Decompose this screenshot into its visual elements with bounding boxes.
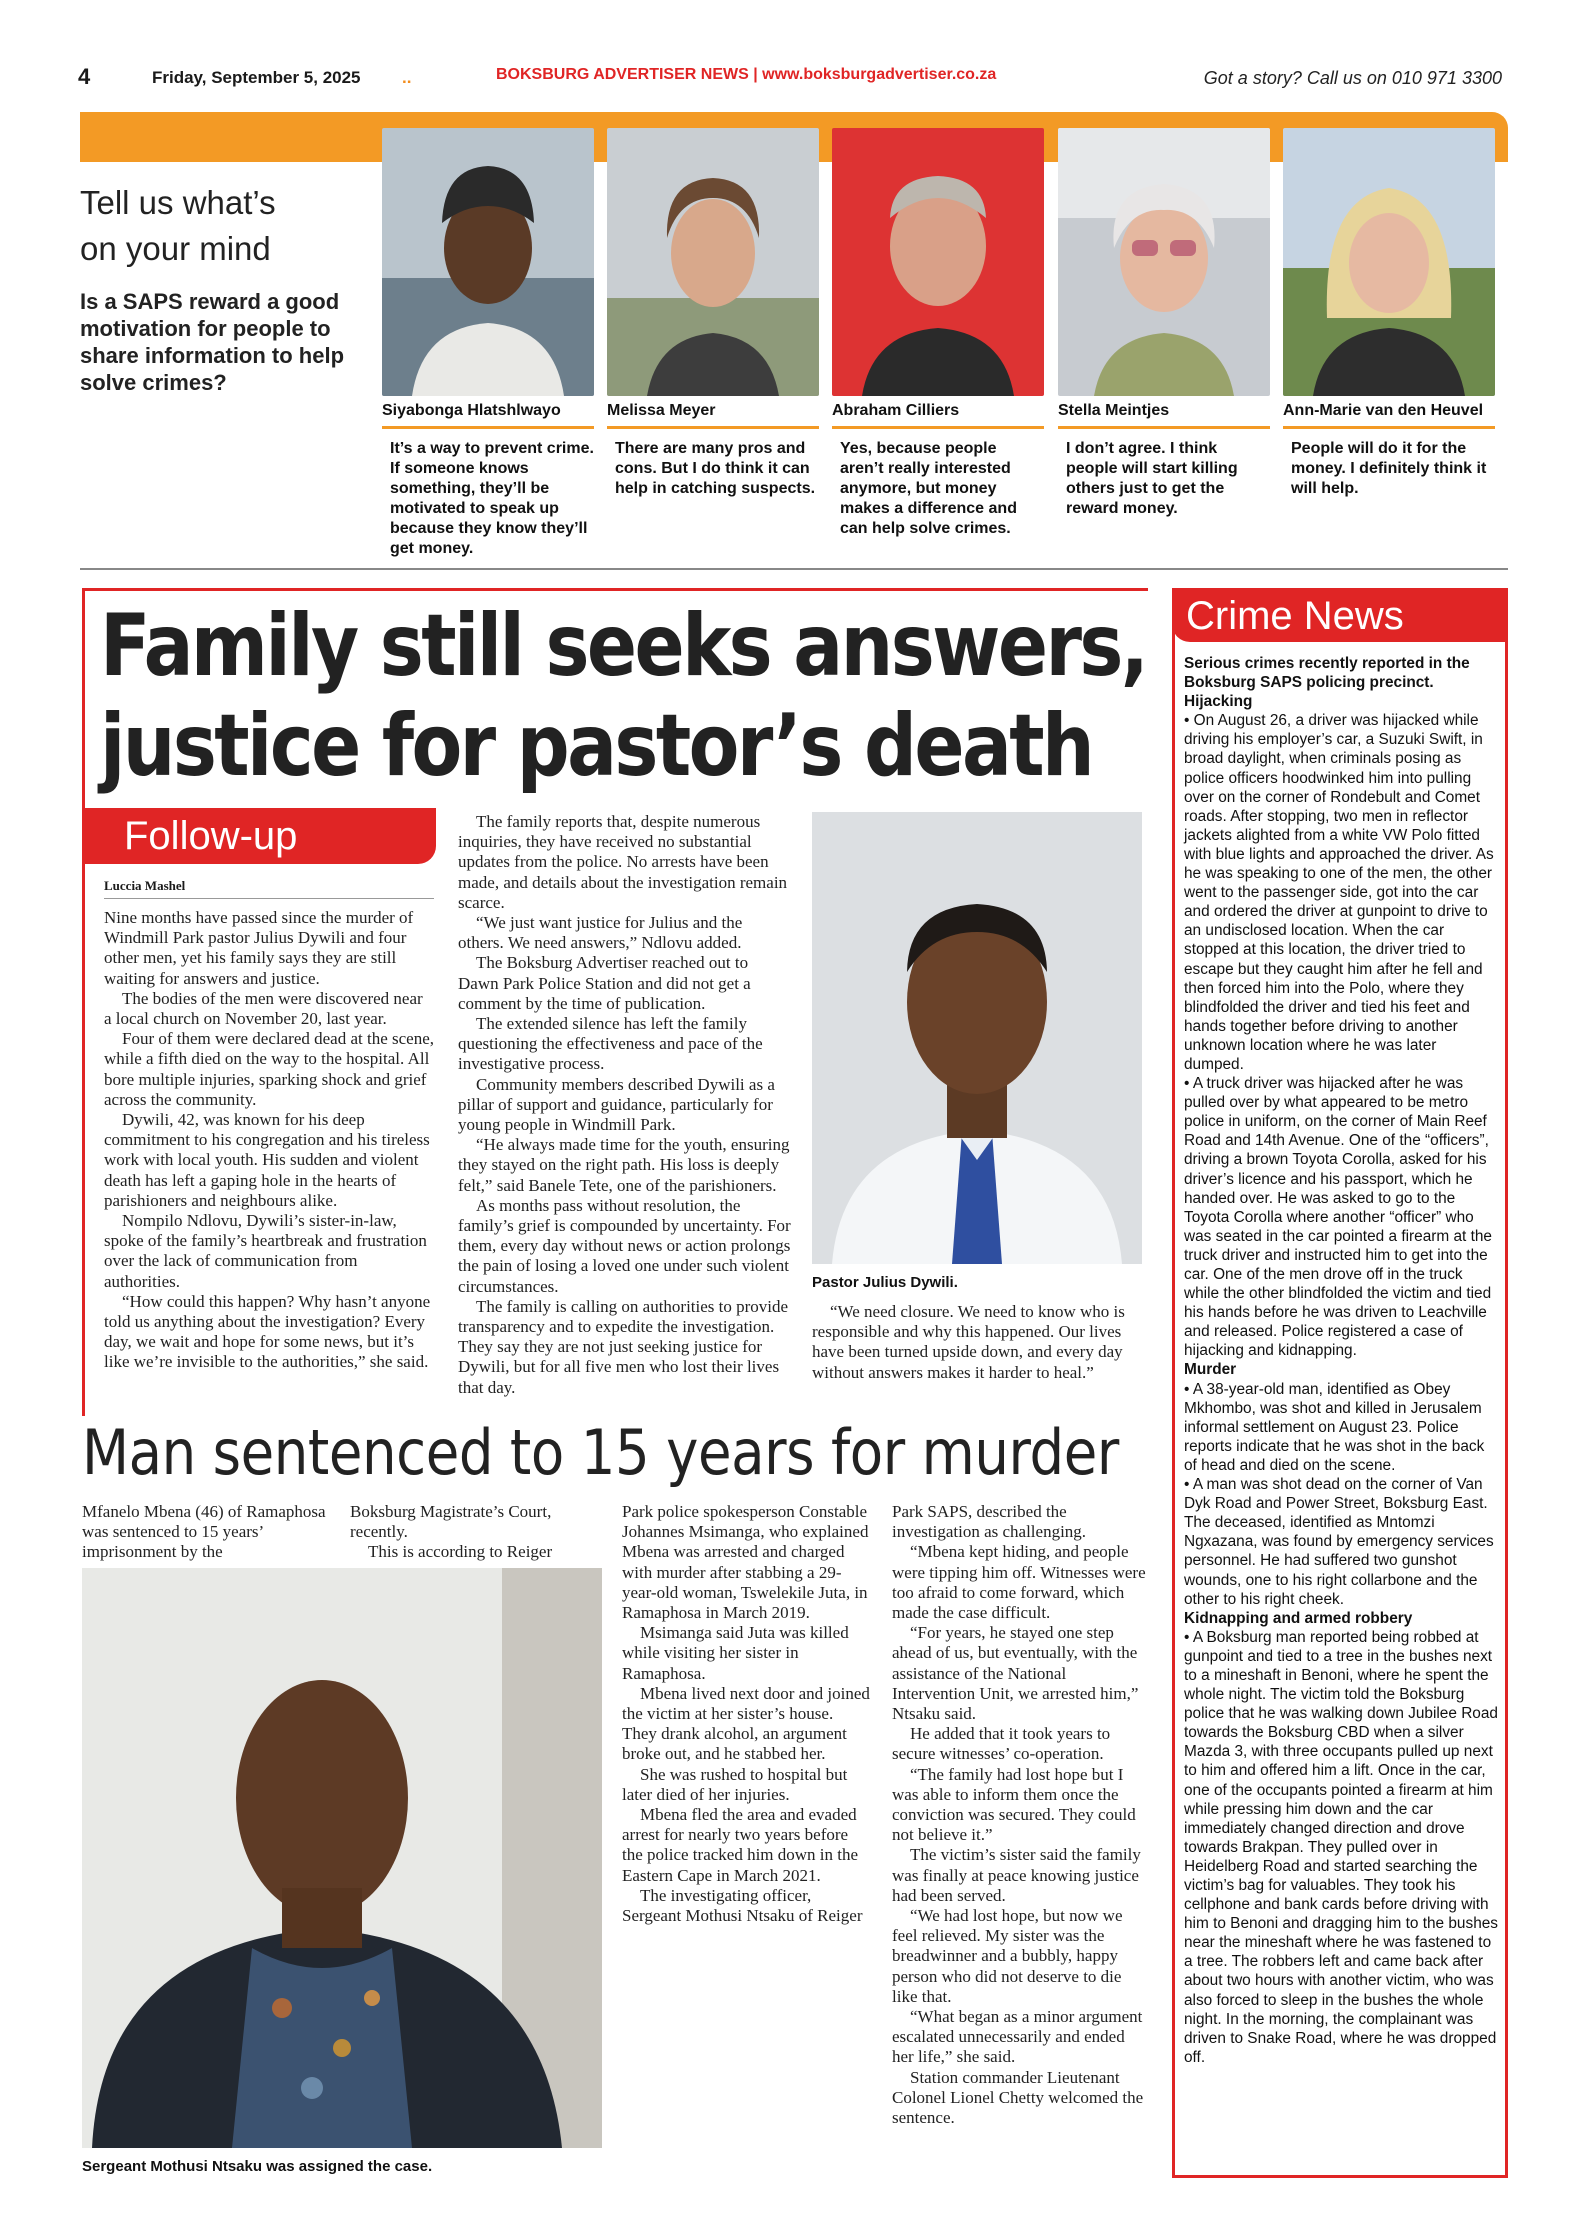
crime-item: • A 38-year-old man, identified as Obey Mkhombo, was shot and killed in Jerusalem informal settlement on August 23. Police reports indicate that he was shot in the back of head and died on the scene.	[1184, 1380, 1485, 1474]
paragraph: Mfanelo Mbena (46) of Ramaphosa was sentenced to 15 years’ imprisonment by the	[82, 1502, 326, 1562]
story2-column-3	[622, 1502, 870, 1926]
paragraph: The investigating officer, Sergeant Mothusi Ntsaku of Reiger	[622, 1885, 863, 1926]
paragraph: “We just want justice for Julius and the others. We need answers,” Ndlovu added.	[458, 913, 743, 953]
person-name: Melissa Meyer	[607, 402, 819, 429]
story1-column-3	[812, 1302, 1142, 1383]
paragraph: “The family had lost hope but I was able to inform them once the conviction was secured. They could not believe it.”	[892, 1764, 1136, 1845]
paragraph: This is according to Reiger	[368, 1542, 553, 1562]
person-name: Ann-Marie van den Heuvel	[1283, 402, 1495, 429]
voxpop-card	[832, 128, 1044, 539]
paragraph: As months pass without resolution, the family’s grief is compounded by uncertainty. For them, every day without news or action prolongs the pain of losing a loved one under such violent circumstances.	[458, 1195, 791, 1296]
crime-item: • On August 26, a driver was hijacked while driving his employer’s car, a Suzuki Swift, in broad daylight, when criminals posing as police officers hoodwinked him into pulling over on the corner of Rondebult and Comet roads. After stopping, two men in reflector jackets alighted from a white VW Polo fitted with blue lights and approached the driver. As he was speaking to one of the men, the other went to the passenger side, got into the car and ordered the driver at gunpoint to drive to an undisclosed location. When the car stopped at this location, the driver tried to escape but they caught him after he fell and then forced him into the Polo, where they blindfolded the driver and tied his feet and hands together before driving to another unknown location where he was later dumped.	[1184, 712, 1494, 1073]
main-headline-line2: justice for pastor’s death	[100, 696, 1093, 796]
date-dots: ..	[402, 68, 412, 87]
sergeant-photo	[82, 1568, 602, 2148]
person-quote: I don’t agree. I think people will start killing others just to get the reward money.	[1066, 440, 1238, 517]
paragraph: “Mbena kept hiding, and people were tipping him off. Witnesses were too afraid to come forward, which made the case difficult.	[892, 1542, 1146, 1623]
person-name: Siyabonga Hlatshlwayo	[382, 402, 594, 429]
paragraph: Boksburg Magistrate’s Court, recently.	[350, 1502, 552, 1542]
paragraph: The bodies of the men were discovered near a local church on November 20, last year.	[104, 988, 423, 1029]
person-photo	[382, 128, 594, 396]
story2-column-1	[82, 1502, 330, 1563]
paragraph: Dywili, 42, was known for his deep commitment to his congregation and his tireless work with local youth. His sudden and violent death has left a gaping hole in the hearts of parishioners and neighbours alike.	[104, 1110, 430, 1210]
byline-rule	[104, 898, 434, 899]
paragraph: The family is calling on authorities to provide transparency and to expedite the investigation. They say they are not just seeking justice for Dywili, but for all five men who lost their lives that day.	[458, 1296, 789, 1397]
main-headline-line1: Family still seeks answers,	[100, 596, 1147, 696]
crime-intro: Serious crimes recently reported in the Boksburg SAPS policing precinct.	[1184, 655, 1470, 692]
paragraph: “What began as a minor argument escalated unnecessarily and ended her life,” she said.	[892, 2007, 1143, 2067]
paragraph: Nompilo Ndlovu, Dywili’s sister-in-law, spoke of the family’s heartbreak and frustration over the lack of communication from authorities.	[104, 1211, 427, 1291]
main-headline	[100, 596, 1147, 796]
story2-column-2	[350, 1502, 586, 1563]
paragraph: Msimanga said Juta was killed while visiting her sister in Ramaphosa.	[622, 1623, 849, 1683]
second-headline: Man sentenced to 15 years for murder	[82, 1416, 1119, 1489]
person-name: Abraham Cilliers	[832, 402, 1044, 429]
crime-item: • A truck driver was hijacked after he was pulled over by what appeared to be metro police in uniform, on the corner of Main Reef Road and 14th Avenue. One of the “officers”, driving a brown Toyota Corolla, asked for his driver’s licence and his passport, which he handed over. He was asked to go to the Toyota Corolla where another “officer” who was seated in the car pointed a firearm at the truck driver and instructed him to get into the car. One of the men drove off in the truck while the other blindfolded the victim and tied his hands before he was driven to Leachville and released. Police registered a case of hijacking and kidnapping.	[1184, 1075, 1492, 1360]
crime-section-heading: Kidnapping and armed robbery	[1184, 1609, 1413, 1627]
crime-item: • A man was shot dead on the corner of Van Dyk Road and Power Street, Boksburg East. The deceased, identified as Mntomzi Ngxazana, was found by emergency services personnel. He had suffered two gunshot wounds, one to his right collarbone and the other to his right cheek.	[1184, 1476, 1494, 1608]
paragraph: The victim’s sister said the family was finally at peace knowing justice had been served.	[892, 1845, 1141, 1905]
byline: Luccia Mashel	[104, 878, 186, 893]
person-photo	[832, 128, 1044, 396]
paragraph: Four of them were declared dead at the scene, while a fifth died on the way to the hospital. All bore multiple injuries, sparking shock and grief across the community.	[104, 1029, 434, 1109]
crime-news-body	[1184, 654, 1500, 2067]
page-number: 4	[78, 64, 91, 89]
pastor-photo	[812, 812, 1142, 1264]
story-tagline: Got a story? Call us on 010 971 3300	[1203, 68, 1502, 88]
crime-section-heading: Murder	[1184, 1361, 1237, 1379]
paragraph: Park police spokesperson Constable Johannes Msimanga, who explained Mbena was arrested and charged with murder after stabbing a 29-year-old woman, Tswelekile Juta, in Ramaphosa in March 2019.	[622, 1502, 869, 1623]
person-name: Stella Meintjes	[1058, 402, 1270, 429]
paragraph: Nine months have passed since the murder of Windmill Park pastor Julius Dywili and four other men, yet his family says they are still waiting for answers and justice.	[104, 908, 414, 988]
story1-column-1	[104, 908, 434, 1373]
publication-name: BOKSBURG ADVERTISER NEWS | www.boksburgadvertiser.co.za	[496, 66, 997, 83]
voxpop-card	[382, 128, 594, 559]
paragraph: The extended silence has left the family questioning the effectiveness and pace of the investigative process.	[458, 1014, 763, 1074]
voxpop-title-line2: on your mind	[80, 230, 271, 267]
paragraph: Mbena fled the area and evaded arrest for nearly two years before the police tracked him down in the Eastern Cape in March 2021.	[622, 1805, 859, 1885]
paragraph: She was rushed to hospital but later died of her injuries.	[622, 1764, 848, 1804]
sergeant-photo-caption: Sergeant Mothusi Ntsaku was assigned the case.	[82, 2158, 433, 2175]
person-quote: There are many pros and cons. But I do think it can help in catching suspects.	[615, 440, 816, 497]
voxpop-title	[80, 180, 380, 272]
paragraph: The Boksburg Advertiser reached out to Dawn Park Police Station and did not get a comment by the time of publication.	[458, 953, 751, 1013]
issue-date: Friday, September 5, 2025	[152, 68, 361, 87]
crime-news-title: Crime News	[1172, 588, 1508, 642]
paragraph: The family reports that, despite numerous inquiries, they have received no substantial updates from the police. No arrests have been made, and details about the investigation remain scarce.	[458, 812, 788, 912]
crime-section-heading: Hijacking	[1184, 693, 1253, 711]
person-quote: People will do it for the money. I definitely think it will help.	[1291, 440, 1487, 497]
voxpop-title-line1: Tell us what’s	[80, 184, 276, 221]
person-quote: Yes, because people aren’t really interested anymore, but money makes a difference and can help solve crimes.	[840, 440, 1017, 537]
paragraph: Park SAPS, described the investigation as challenging.	[892, 1502, 1087, 1542]
voxpop-card	[1283, 128, 1495, 499]
paragraph: He added that it took years to secure witnesses’ co-operation.	[892, 1724, 1111, 1764]
pastor-photo-caption: Pastor Julius Dywili.	[812, 1274, 958, 1291]
story2-column-4	[892, 1502, 1148, 2128]
person-photo	[607, 128, 819, 396]
paragraph: “We need closure. We need to know who is responsible and why this happened. Our lives have been turned upside down, and every day without answers makes it harder to heal.”	[812, 1302, 1125, 1382]
paragraph: Station commander Lieutenant Colonel Lionel Chetty welcomed the sentence.	[892, 2067, 1144, 2128]
paragraph: “How could this happen? Why hasn’t anyone told us anything about the investigation? Every day, we wait and hope for some news, but it’s like we’re invisible to the authorities,” she said.	[104, 1291, 431, 1372]
person-photo	[1283, 128, 1495, 396]
voxpop-card	[607, 128, 819, 499]
voxpop-question: Is a SAPS reward a good motivation for people to share information to help solve crimes?	[80, 289, 345, 395]
crime-item: • A Boksburg man reported being robbed at gunpoint and tied to a tree in the bushes next to a mineshaft in Benoni, where he spent the whole night. The victim told the Boksburg police that he was walking down Jubilee Road towards the Boksburg CBD when a silver Mazda 3, with three occupants pulled up next to him and offered him a lift. Once in the car, one of the occupants pointed a firearm at him while pressing him down and the car immediately changed direction and drove towards Brakpan. They pulled over in Heidelberg Road and started searching the victim’s bag for valuables. They took his cellphone and bank cards before driving with him to Benoni and dragging him to the bushes near the mineshaft where he was fastened to a tree. The robbers left and came back after about two hours with another victim, who was also forced to sleep in the bushes the whole night. In the morning, the complainant was driven to Snake Road, where he was dropped off.	[1184, 1628, 1499, 2066]
paragraph: “He always made time for the youth, ensuring they stayed on the right path. His loss is deeply felt,” said Banele Tete, one of the parishioners.	[458, 1135, 790, 1195]
section-label: Follow-up	[82, 808, 436, 864]
person-photo	[1058, 128, 1270, 396]
paragraph: “For years, he stayed one step ahead of us, but eventually, with the assistance of the National Intervention Unit, we arrested him,” Ntsaku said.	[892, 1623, 1139, 1724]
paragraph: Community members described Dywili as a pillar of support and guidance, particularly for young people in Windmill Park.	[458, 1074, 775, 1135]
voxpop-card	[1058, 128, 1270, 519]
section-divider	[80, 568, 1508, 570]
paragraph: “We had lost hope, but now we feel relieved. My sister was the breadwinner and a bubbly, happy person who did not deserve to die like that.	[892, 1906, 1123, 2006]
paragraph: Mbena lived next door and joined the victim at her sister’s house. They drank alcohol, an argument broke out, and he stabbed her.	[622, 1683, 870, 1764]
story1-column-2	[458, 812, 792, 1398]
person-quote: It’s a way to prevent crime. If someone knows something, they’ll be motivated to speak up because they know they’ll get money.	[390, 440, 594, 557]
